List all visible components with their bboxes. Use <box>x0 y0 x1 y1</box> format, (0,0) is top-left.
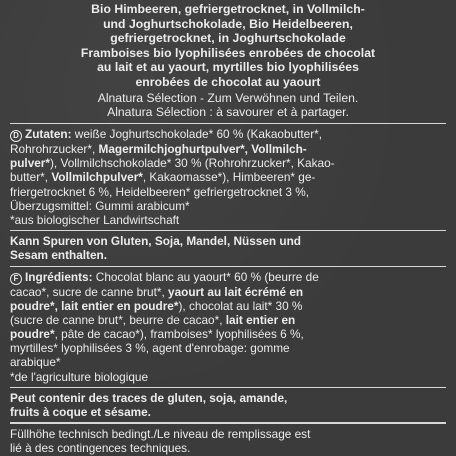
text: Chocolat blanc au yaourt* 60 % (beurre de <box>92 270 319 284</box>
ingredients-french <box>10 270 446 384</box>
text: ), Vollmilchschokolade* 30 % (Rohrohrzucker*, Kakao- <box>50 156 335 171</box>
bold-text: poudre* <box>10 327 55 342</box>
text: Überzugsmittel: Gummi arabicum* <box>10 198 190 213</box>
text: Rohrohrzucker*, <box>10 142 99 157</box>
country-badge-de: D <box>10 130 22 142</box>
text: weiße Joghurtschokolade* 60 % (Kakaobutter*, <box>71 127 323 142</box>
ingredients-de-line <box>10 156 446 170</box>
text: *aus biologischer Landwirtschaft <box>10 212 180 227</box>
ingredients-de-line <box>10 127 446 142</box>
organic-note-fr <box>10 370 446 384</box>
ingredients-german <box>10 127 446 227</box>
text: ), chocolat au lait* 30 % <box>178 299 303 314</box>
bold-text: Vollmilchpulver* <box>51 170 143 185</box>
fill-level-note <box>10 427 446 455</box>
ingredients-de-line <box>10 142 446 156</box>
country-badge-fr: F <box>10 273 22 285</box>
text: friergetrocknet 6 %, Heidelbeeren* gefriergetrocknet 3 %, <box>10 184 310 199</box>
divider <box>10 230 446 232</box>
title-german <box>10 2 446 46</box>
bold-text: poudre*, lait entier en poudre* <box>10 299 179 314</box>
text: , Kakaomasse*), Himbeeren* ge- <box>142 170 316 185</box>
bold-text: yaourt au lait écrémé en <box>168 285 304 299</box>
text: (sucre de canne brut*, beurre de cacao*, <box>10 313 226 328</box>
allergy-fr-line: fruits à coque et sésame. <box>10 405 151 420</box>
allergy-fr-line: Peut contenir des traces de gluten, soja, amande, <box>10 391 288 406</box>
bold-text: Magermilchjoghurtpulver*, Vollmilch- <box>98 142 307 157</box>
allergy-de-line: Sesam enthalten. <box>10 248 108 263</box>
fill-note-line: Füllhöhe technisch bedingt./Le niveau de remplissage est <box>10 426 311 441</box>
allergy-french <box>10 391 446 419</box>
text: , pâte de cacao*), framboises* lyophilisées 6 %, <box>54 327 304 342</box>
ingredients-fr-line <box>10 285 446 299</box>
bold-text: Ingrédients: <box>25 270 93 284</box>
bold-text: pulver* <box>10 156 50 171</box>
ingredients-fr-line <box>10 313 446 327</box>
ingredients-fr-line <box>10 355 446 369</box>
title-line: enrobées de chocolat au yaourt <box>135 74 321 89</box>
divider <box>10 422 446 424</box>
text: cacao*, sucre de canne brut*, <box>10 285 169 299</box>
title-line: gefriergetrocknet, in Joghurtschokolade <box>110 31 346 46</box>
title-line: Bio Himbeeren, gefriergetrocknet, in Vollmilch- <box>91 2 365 16</box>
divider <box>10 123 446 125</box>
ingredients-fr-line <box>10 341 446 355</box>
allergy-de-line: Kann Spuren von Gluten, Soja, Mandel, Nüssen und <box>10 234 302 249</box>
text: myrtilles* lyophilisées 3 %, agent d'enrobage: gomme <box>10 341 290 356</box>
fill-note-line: lié à des contingences techniques. <box>10 440 191 455</box>
ingredients-de-line <box>10 185 446 199</box>
ingredients-fr-line <box>10 327 446 341</box>
bold-text: lait entier en <box>225 313 296 328</box>
text: butter*, <box>10 170 52 185</box>
text: arabique* <box>10 355 61 370</box>
slogan-german: Alnatura Sélection - Zum Verwöhnen und Teilen. <box>97 90 359 105</box>
title-line: und Joghurtschokolade, Bio Heidelbeeren, <box>103 16 353 31</box>
allergy-german <box>10 234 446 262</box>
divider <box>10 266 446 268</box>
title-line: au lait et au yaourt, myrtilles bio lyophilisées <box>97 60 359 75</box>
slogan-french: Alnatura Sélection : à savourer et à partager. <box>107 105 349 120</box>
text: *de l'agriculture biologique <box>10 369 149 384</box>
title-line: Framboises bio lyophilisées enrobées de chocolat <box>80 45 376 60</box>
ingredients-fr-line <box>10 299 446 313</box>
organic-note-de <box>10 213 446 227</box>
title-french <box>10 46 446 90</box>
ingredients-de-line <box>10 199 446 213</box>
bold-text: Zutaten: <box>25 127 72 142</box>
divider <box>10 387 446 389</box>
ingredients-fr-line <box>10 270 446 285</box>
ingredients-de-line <box>10 170 446 184</box>
